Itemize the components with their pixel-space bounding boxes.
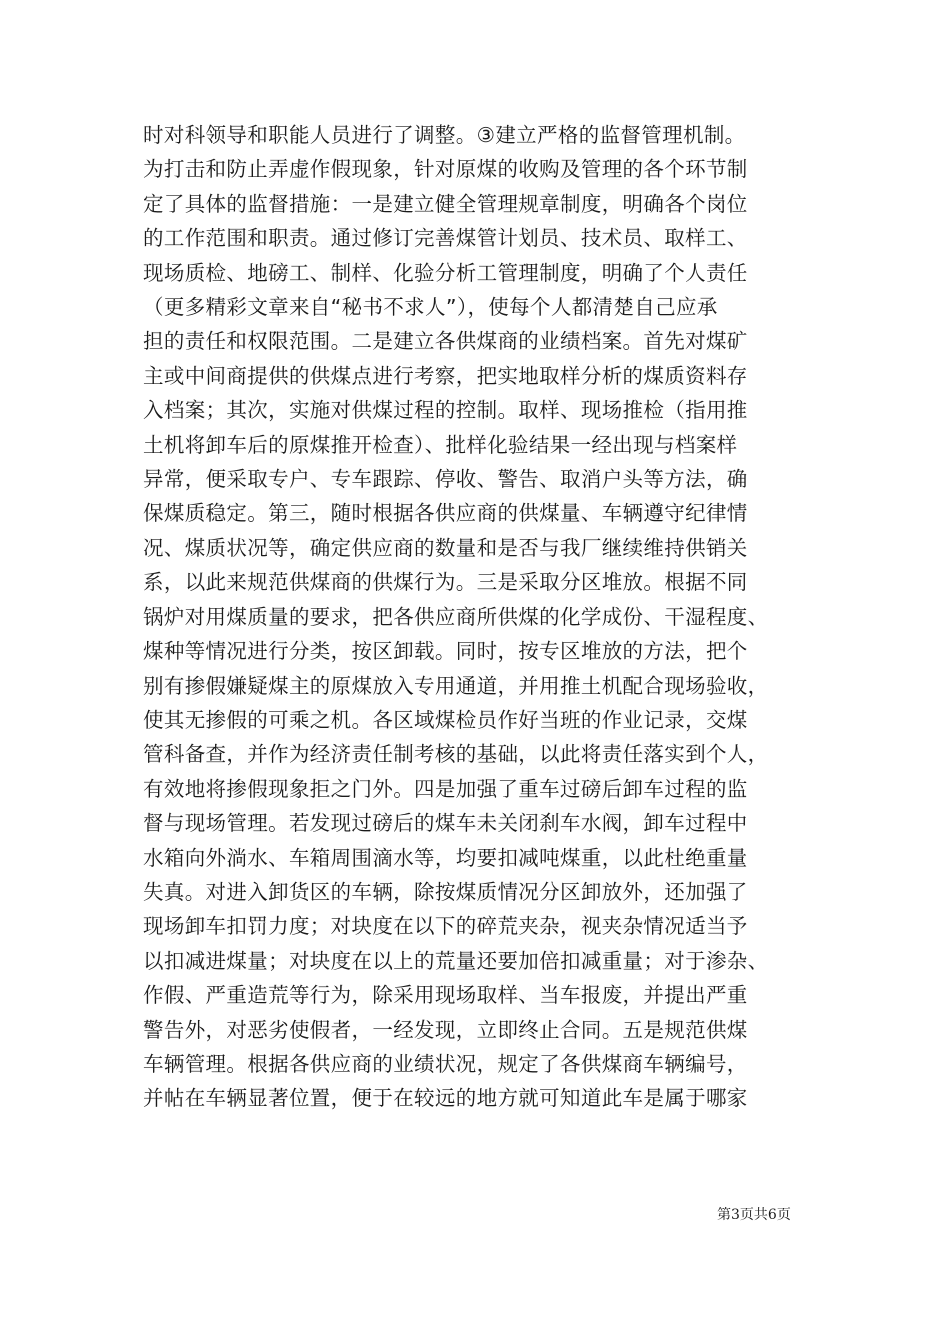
text-line: 现场质检、地磅工、制样、化验分析工管理制度，明确了个人责任	[143, 260, 748, 285]
text-line: 况、煤质状况等，确定供应商的数量和是否与我厂继续维持供销关	[143, 535, 748, 560]
text-line: 有效地将掺假现象拒之门外。四是加强了重车过磅后卸车过程的监	[143, 776, 748, 801]
text-line: 定了具体的监督措施：一是建立健全管理规章制度，明确各个岗位	[143, 191, 748, 216]
text-line: 异常，便采取专户、专车跟踪、停收、警告、取消户头等方法，确	[143, 467, 748, 492]
text-line: 警告外，对恶劣使假者，一经发现，立即终止合同。五是规范供煤	[143, 1017, 748, 1042]
text-line: 管科备查，并作为经济责任制考核的基础，以此将责任落实到个人，	[143, 742, 769, 767]
text-line: 煤种等情况进行分类，按区卸载。同时，按专区堆放的方法，把个	[143, 639, 748, 664]
text-line: 使其无掺假的可乘之机。各区域煤检员作好当班的作业记录，交煤	[143, 707, 748, 732]
text-line: 的工作范围和职责。通过修订完善煤管计划员、技术员、取样工、	[143, 226, 748, 251]
text-line: 系，以此来规范供煤商的供煤行为。三是采取分区堆放。根据不同	[143, 570, 748, 595]
text-line: 作假、严重造荒等行为，除采用现场取样、当车报废，并提出严重	[143, 983, 748, 1008]
body-text	[143, 118, 823, 1116]
text-line: 失真。对进入卸货区的车辆，除按煤质情况分区卸放外，还加强了	[143, 879, 748, 904]
text-line: 现场卸车扣罚力度；对块度在以下的碎荒夹杂，视夹杂情况适当予	[143, 914, 748, 939]
text-line: 水箱向外淌水、车箱周围滴水等，均要扣减吨煤重，以此杜绝重量	[143, 845, 748, 870]
text-line: 保煤质稳定。第三，随时根据各供应商的供煤量、车辆遵守纪律情	[143, 501, 748, 526]
page-number-footer: 第3页共6页	[717, 1207, 791, 1223]
text-line: 主或中间商提供的供煤点进行考察，把实地取样分析的煤质资料存	[143, 363, 748, 388]
text-line: （更多精彩文章来自“秘书不求人”），使每个人都清楚自己应承	[143, 295, 718, 320]
text-line: 时对科领导和职能人员进行了调整。③建立严格的监督管理机制。	[143, 123, 746, 147]
text-line: 并帖在车辆显著位置，便于在较远的地方就可知道此车是属于哪家	[143, 1086, 748, 1111]
text-line: 为打击和防止弄虚作假现象，针对原煤的收购及管理的各个环节制	[143, 157, 748, 182]
text-line: 以扣减进煤量；对块度在以上的荒量还要加倍扣减重量；对于渗杂、	[143, 948, 769, 973]
text-line: 入档案；其次，实施对供煤过程的控制。取样、现场推检（指用推	[143, 398, 748, 423]
text-line: 担的责任和权限范围。二是建立各供煤商的业绩档案。首先对煤矿	[143, 329, 748, 354]
text-line: 车辆管理。根据各供应商的业绩状况，规定了各供煤商车辆编号，	[143, 1051, 748, 1076]
text-line: 锅炉对用煤质量的要求，把各供应商所供煤的化学成份、干湿程度、	[143, 604, 769, 629]
text-line: 土机将卸车后的原煤推开检查）、批样化验结果一经出现与档案样	[143, 432, 738, 457]
text-line: 督与现场管理。若发现过磅后的煤车未关闭刹车水阀，卸车过程中	[143, 811, 748, 836]
text-line: 别有掺假嫌疑煤主的原煤放入专用通道，并用推土机配合现场验收，	[143, 673, 769, 698]
